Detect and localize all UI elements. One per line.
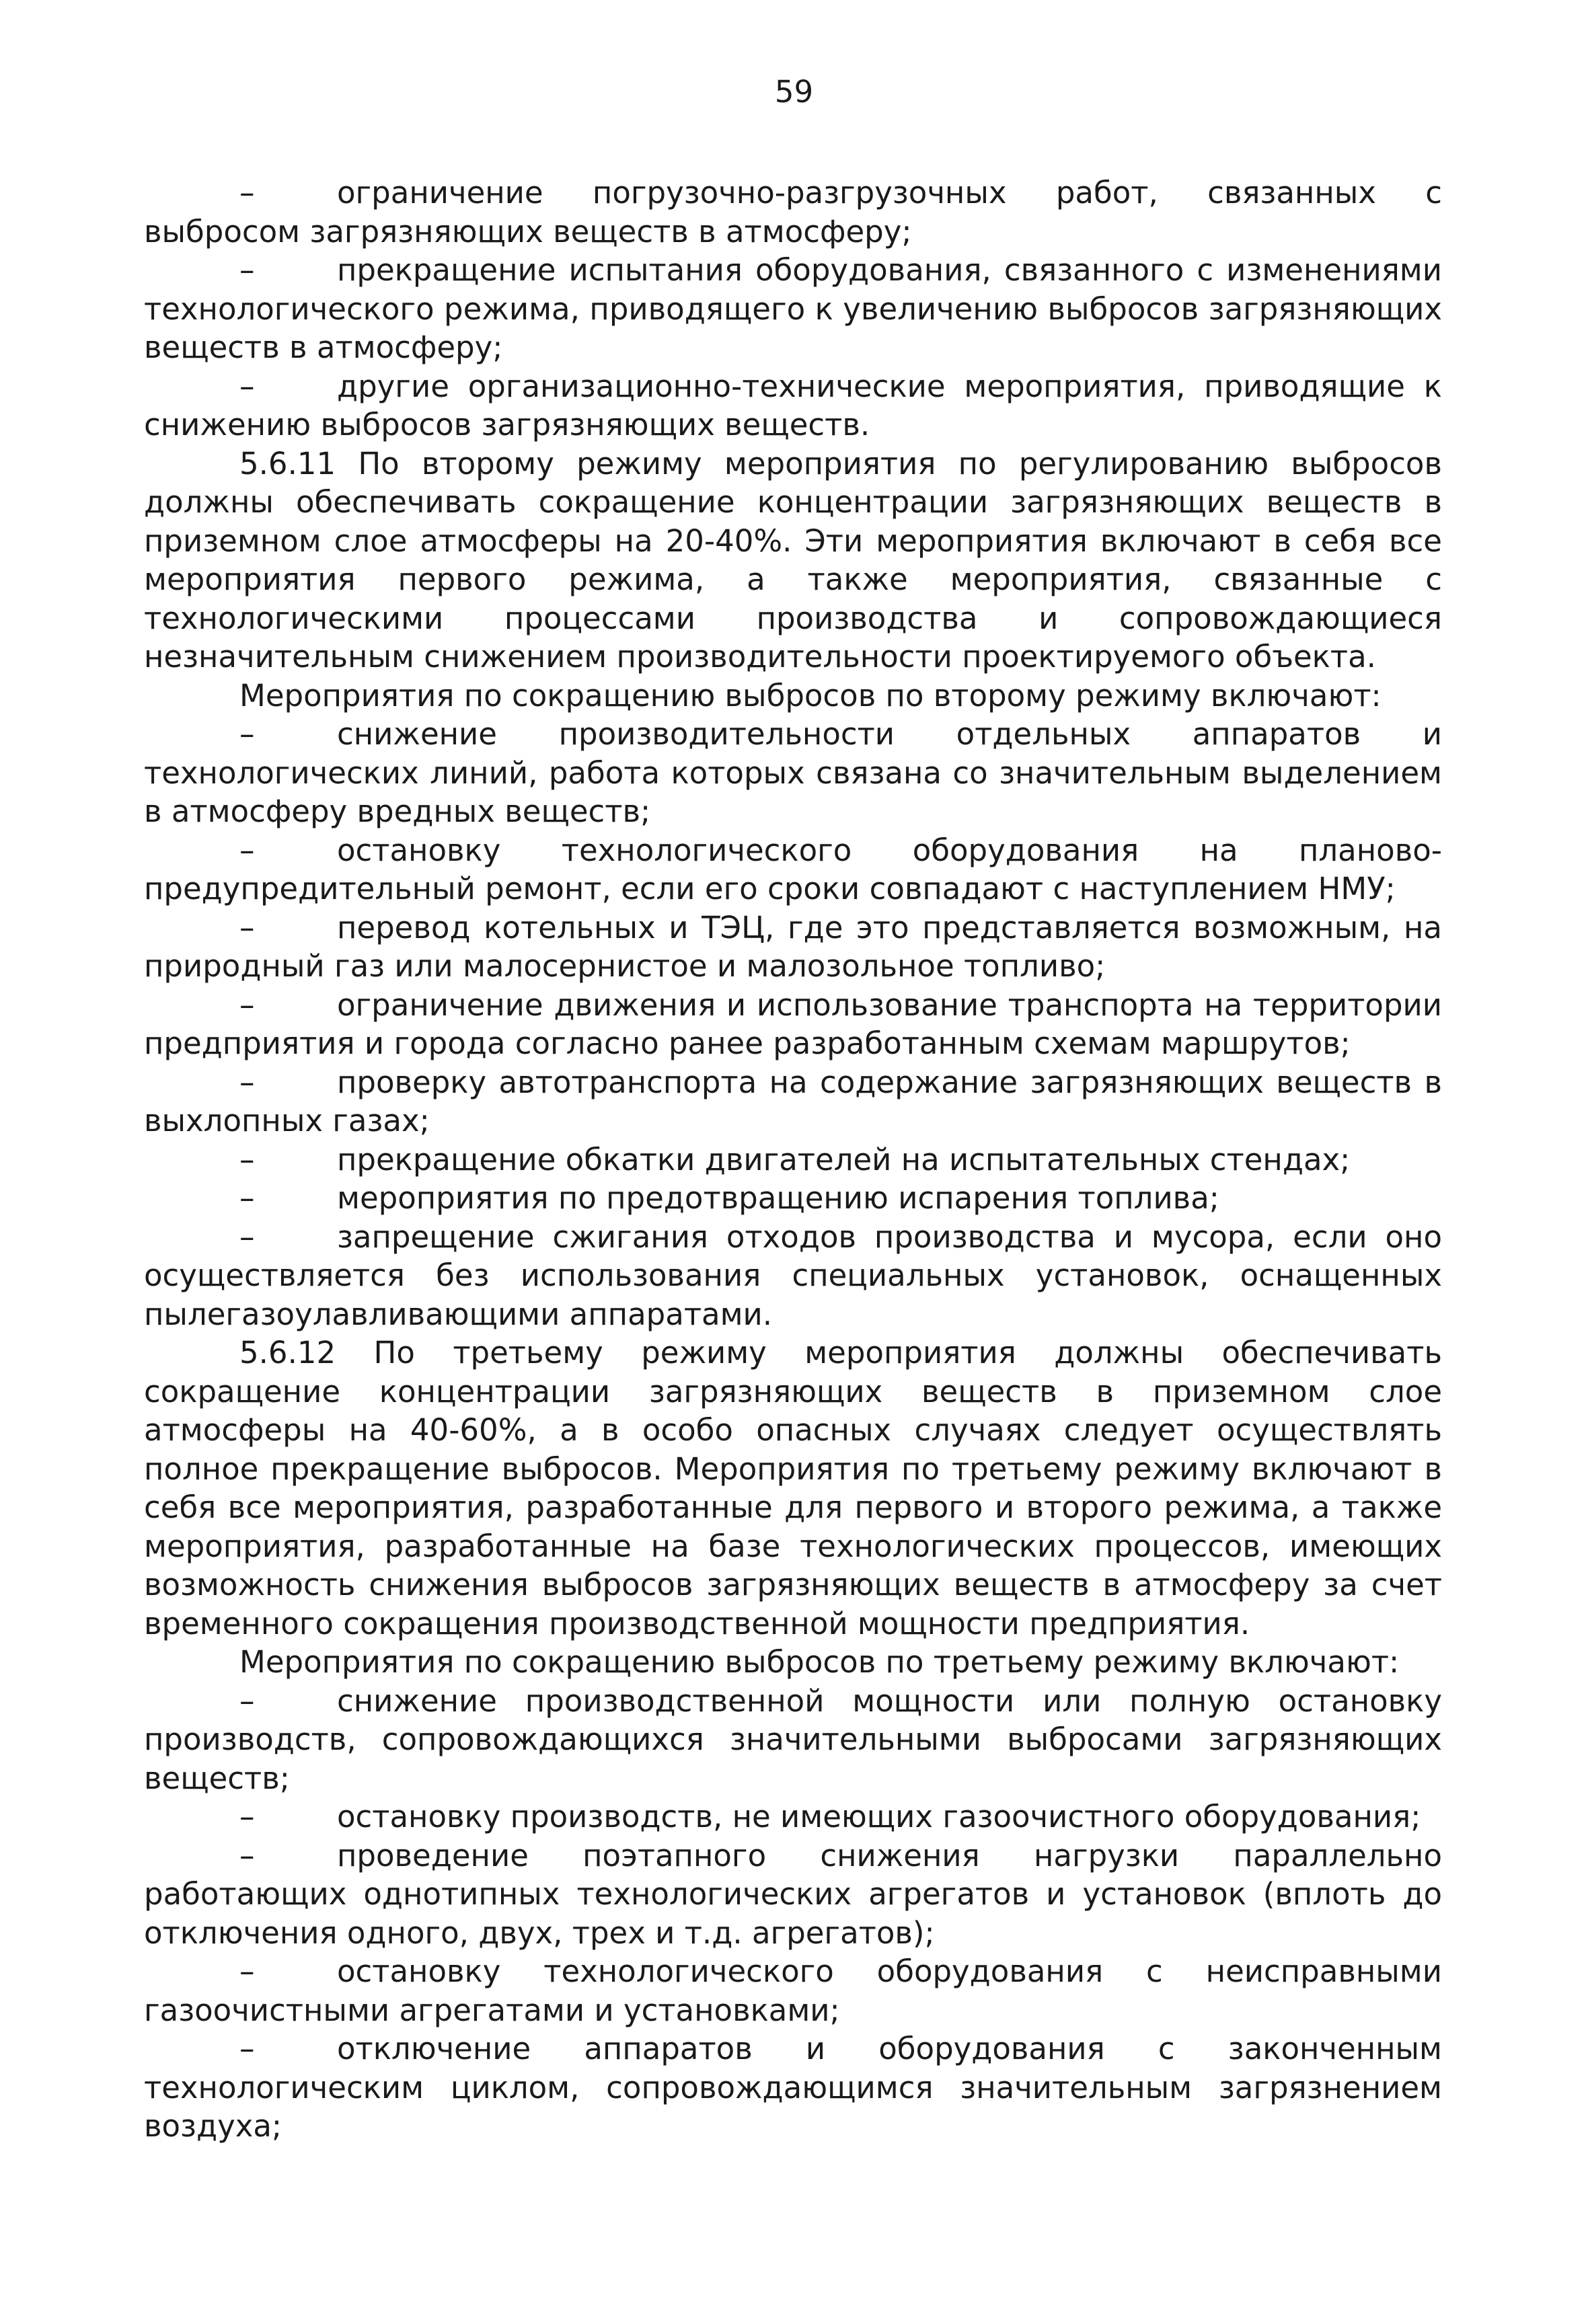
list-item-text: ограничение движения и использование транспорта на территории предприятия и города согласно ранее разработанным схемам маршрутов; bbox=[144, 986, 1442, 1061]
list-item-text: проверку автотранспорта на содержание загрязняющих веществ в выхлопных газах; bbox=[144, 1064, 1442, 1138]
list-item-text: снижение производительности отдельных аппаратов и технологических линий, работа которых связана со значительным выделением в атмосферу вредных веществ; bbox=[144, 716, 1442, 829]
list-item-text: остановку производств, не имеющих газоочистного оборудования; bbox=[337, 1799, 1421, 1834]
list-item-text: отключение аппаратов и оборудования с законченным технологическим циклом, сопровождающимся значительным загрязнением воздуха; bbox=[144, 2031, 1442, 2144]
list-item-text: перевод котельных и ТЭЦ, где это представляется возможным, на природный газ или малосернистое и малозольное топливо; bbox=[144, 909, 1442, 984]
list-dash: – bbox=[239, 986, 255, 1023]
list-dash: – bbox=[239, 1218, 255, 1255]
list-item bbox=[144, 251, 1442, 367]
list-dash: – bbox=[239, 1141, 255, 1177]
list-dash: – bbox=[239, 716, 255, 752]
list-item bbox=[144, 1836, 1442, 1953]
list-item-text: запрещение сжигания отходов производства и мусора, если оно осуществляется без использования специальных установок, оснащенных пылегазоулавливающими аппаратами. bbox=[144, 1218, 1442, 1332]
list-item-text: снижение производственной мощности или полную остановку производств, сопровождающихся значительными выбросами загрязняющих веществ; bbox=[144, 1682, 1442, 1796]
list-dash: – bbox=[239, 1064, 255, 1100]
list-item-text: прекращение обкатки двигателей на испытательных стендах; bbox=[337, 1141, 1351, 1177]
section-paragraph: 5.6.11 По второму режиму мероприятия по регулированию выбросов должны обеспечивать сокращение концентрации загрязняющих веществ в приземном слое атмосферы на 20-40%. Эти мероприятия включают в себя все мероприятия первого режима, а также мероприятия, связанные с технологическими процессами производства и сопровождающиеся незначительным снижением производительности проектируемого объекта. bbox=[144, 445, 1442, 674]
list-dash: – bbox=[239, 832, 255, 868]
list-dash: – bbox=[239, 1682, 255, 1719]
list-item bbox=[144, 1797, 1442, 1836]
list-item-text: остановку технологического оборудования на планово-предупредительный ремонт, если его сроки совпадают с наступлением НМУ; bbox=[144, 832, 1442, 906]
list-dash: – bbox=[239, 175, 255, 210]
list-dash: – bbox=[239, 1799, 255, 1834]
list-item-text: прекращение испытания оборудования, связанного с изменениями технологического режима, приводящего к увеличению выбросов загрязняющих веществ в атмосферу; bbox=[144, 252, 1442, 365]
list-dash: – bbox=[239, 368, 255, 404]
list-dash: – bbox=[239, 1837, 255, 1873]
list-intro-paragraph: Мероприятия по сокращению выбросов по второму режиму включают: bbox=[239, 677, 1382, 713]
list-item bbox=[144, 1140, 1442, 1179]
list-item bbox=[144, 1179, 1442, 1218]
list-item-text: другие организационно-технические мероприятия, приводящие к снижению выбросов загрязняющих веществ. bbox=[144, 368, 1442, 442]
list-item bbox=[144, 715, 1442, 831]
list-item-text: остановку технологического оборудования с неисправными газоочистными агрегатами и установками; bbox=[144, 1953, 1442, 2028]
list-dash: – bbox=[239, 909, 255, 945]
page-number: 59 bbox=[774, 74, 814, 110]
section-paragraph: 5.6.12 По третьему режиму мероприятия должны обеспечивать сокращение концентрации загрязняющих веществ в приземном слое атмосферы на 40-60%, а в особо опасных случаях следует осуществлять полное прекращение выбросов. Мероприятия по третьему режиму включают в себя все мероприятия, разработанные для первого и второго режима, а также мероприятия, разработанные на базе технологических процессов, имеющих возможность снижения выбросов загрязняющих веществ в атмосферу за счет временного сокращения производственной мощности предприятия. bbox=[144, 1335, 1442, 1641]
list-item bbox=[144, 1063, 1442, 1140]
list-item-text: мероприятия по предотвращению испарения топлива; bbox=[337, 1180, 1219, 1216]
list-item bbox=[144, 831, 1442, 908]
list-item bbox=[144, 2029, 1442, 2146]
list-intro-paragraph: Мероприятия по сокращению выбросов по третьему режиму включают: bbox=[239, 1644, 1400, 1680]
list-dash: – bbox=[239, 252, 255, 288]
list-item bbox=[144, 1682, 1442, 1798]
list-item bbox=[144, 986, 1442, 1063]
list-dash: – bbox=[239, 1180, 255, 1216]
list-dash: – bbox=[239, 1953, 255, 1989]
list-item-text: проведение поэтапного снижения нагрузки параллельно работающих однотипных технологических агрегатов и установок (вплоть до отключения одного, двух, трех и т.д. агрегатов); bbox=[144, 1837, 1442, 1951]
list-item-text: ограничение погрузочно-разгрузочных работ, связанных с выбросом загрязняющих веществ в атмосферу; bbox=[144, 175, 1442, 249]
list-item bbox=[144, 1952, 1442, 2029]
list-item bbox=[144, 908, 1442, 986]
list-item bbox=[144, 173, 1442, 251]
list-dash: – bbox=[239, 2031, 255, 2066]
list-item bbox=[144, 367, 1442, 444]
list-item bbox=[144, 1218, 1442, 1334]
page-body bbox=[144, 173, 1442, 2146]
